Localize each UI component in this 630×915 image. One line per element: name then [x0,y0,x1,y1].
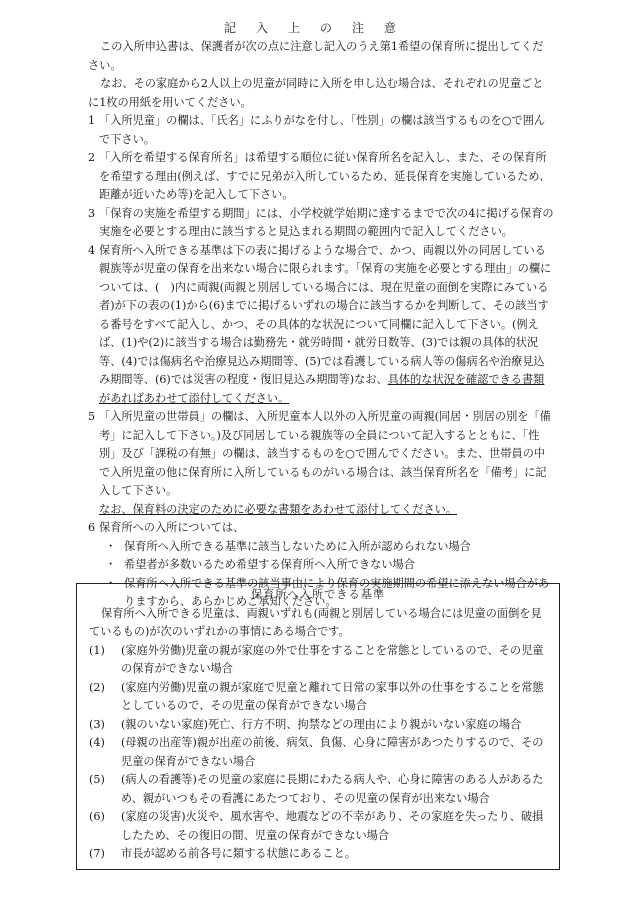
bullet-text: 希望者が多数いるため希望する保育所へ入所できない場合 [124,558,415,571]
item-text [99,242,554,409]
criteria-intro: 保育所へ入所できる児童は、両親いずれも(両親と別居している場合には児童の面倒を見ているもの)が次のいずれかの事情にある場合です。 [89,606,542,638]
note-item-4 [88,242,554,409]
criteria-number: (2) [89,680,105,694]
criteria-item [89,845,547,864]
criteria-item [89,808,547,845]
item-text: 「入所を希望する保育所名」は希望する順位に従い保育所名を記入し、また、その保育所を希望する理由(例えば、すでに兄弟が入所しているため、延長保育を実施しているため、距離が近いため等)を記入して下さい。 [99,151,551,201]
criteria-text: (病人の看護等)その児童の家庭に長期にわたる病人や、心身に障害のある人があるため、親がいつもその看護にあたつており、その児童の保育が出来ない場合 [121,773,544,805]
bullet-text: 保育所へ入所できる基準に該当しないために入所が認められない場合 [124,539,471,553]
criteria-number: (4) [89,736,105,749]
page-title: 記入上の注意 [223,21,416,35]
criteria-item [89,771,547,808]
bullet-text: 保育所へ入所できる基準の該当事由により保育の実施期間の希望に添えない場合がありますから、あらかじめご承知ください。 [124,576,550,608]
criteria-item [89,716,547,735]
item-number: 2 [88,151,96,164]
criteria-number: (1) [89,643,105,657]
criteria-box [76,583,560,870]
criteria-item [89,642,547,679]
criteria-number: (5) [89,773,105,786]
item-text-main: 保育所へ入所できる基準は下の表に掲げるような場合で、かつ、両親以外の同居している親族等が児童の保育を出来ない場合に限られます。「保育の実施を必要とする理由」の欄については、( )内に両親(両親と別居している場合には、現在児童の面倒を実際にみている者)が下の表の(1)から(6)までに掲げるいずれの場合に該当するかを判断して、その該当する番号をすべて記入し、かつ、その具体的な状況について同欄に記入して下さい。(例えば、(1)や(2)に該当する場合は勤務先・就労時間・就労日数等、(3)では親の具体的状況等、(4)では傷病名や治療見込み期間等、(5)では看護している病人等の傷病名や治療見込み期間等、(6)では災害の程度・復旧見込み期間等)なお、 [99,243,552,386]
bullet-item [88,556,554,575]
intro-paragraph: なお、その家庭から2人以上の児童が同時に入所を申し込む場合は、それぞれの児童ごとに1枚の用紙を用いてください。 [88,77,544,109]
criteria-text: (家庭内労働)児童の親が家庭で児童と離れて日常の家事以外の仕事をすることを常態としているので、その児童の保育ができない場合 [121,680,544,712]
criteria-number: (6) [89,810,105,823]
notes-body [88,38,554,612]
criteria-text: (家庭の災害)火災や、風水害や、地震などの不幸があり、その家庭を失ったり、破損したため、その復旧の間、児童の保育ができない場合 [121,810,544,842]
item-number: 5 [88,410,96,423]
note-line [88,501,554,520]
criteria-text: (親のいない家庭)死亡、行方不明、拘禁などの理由により親がいない家庭の場合 [121,717,522,731]
item-number: 6 [88,521,96,534]
note-item-3 [88,205,554,242]
criteria-text: (母親の出産等)親が出産の前後、病気、負傷、心身に障害があつたりするので、その児童の保育ができない場合 [121,736,544,768]
criteria-text: 市長が認める前各号に類する状態にあること。 [121,847,356,860]
item-text: 「入所児童」の欄は、「氏名」にふりがなを付し、「性別」の欄は該当するものを○で囲んで下さい。 [99,114,546,146]
criteria-title: 保育所へ入所できる基準 [250,588,386,601]
bullet-item [88,538,554,557]
criteria-text: (家庭外労働)児童の親が家庭の外で仕事をすることを常態としているので、その児童の保育ができない場合 [121,643,544,675]
bullet-icon: ・ [105,539,117,553]
item-number: 4 [88,243,96,257]
item-number: 1 [88,114,96,127]
criteria-item [89,734,547,771]
note-item-1 [88,112,554,149]
criteria-number: (7) [89,847,105,860]
intro-paragraph: この入所申込書は、保護者が次の点に注意し記入のうえ第1希望の保育所に提出してください。 [88,40,544,72]
item-number: 3 [88,206,96,220]
note-item-6 [88,519,554,538]
item-text: 保育所への入所については、 [99,521,245,534]
item-text: 「保育の実施を希望する期間」には、小学校就学始期に達するまでで次の4に掲げる保育の実施を必要とする理由に該当すると見込まれる期間の範囲内で記入してください。 [99,206,554,238]
bullet-icon: ・ [105,558,117,571]
bullet-icon: ・ [105,576,117,590]
item-text: 「入所児童の世帯員」の欄は、入所児童本人以外の入所児童の両親(同居・別居の別を「備考」に記入して下さい。)及び同居している親族等の全員について記入するとともに、「性別」及び「課税の有無」の欄は、該当するものを○で囲んでください。また、世帯員の中で入所児童の他に保育所に入所しているものがいる場合は、該当保育所名を「備考」に記入して下さい。 [99,410,551,497]
note-item-5 [88,408,554,501]
note-item-2 [88,149,554,205]
underlined-note: なお、保育料の決定のために必要な書類をあわせて添付してください。 [99,502,458,516]
criteria-item [89,679,547,716]
underlined-note: 具体的な状況を確認できる書類があればあわせて添付してください。 [99,373,545,405]
criteria-number: (3) [89,717,105,731]
